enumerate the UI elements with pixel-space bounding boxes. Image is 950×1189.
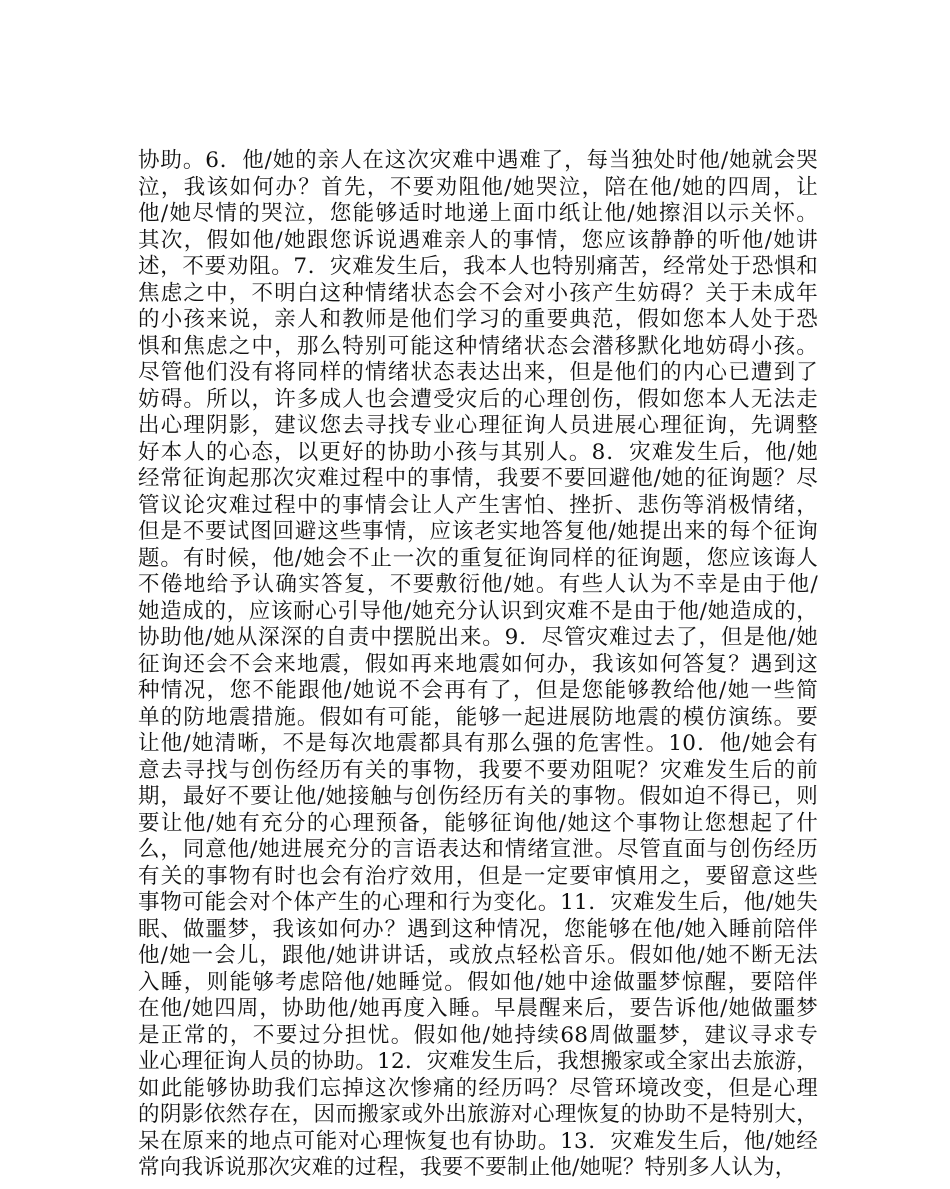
text-line: 呆在原来的地点可能对心理恢复也有协助。13．灾难发生后，他/她经 bbox=[138, 1128, 818, 1154]
text-line: 入睡，则能够考虑陪他/她睡觉。假如他/她中途做噩梦惊醒，要陪伴 bbox=[138, 969, 818, 995]
text-line: 协助他/她从深深的自责中摆脱出来。9．尽管灾难过去了，但是他/她 bbox=[138, 625, 818, 650]
text-line: 是正常的，不要过分担忧。假如他/她持续68周做噩梦，建议寻求专 bbox=[138, 1022, 818, 1048]
text-line: 他/她尽情的哭泣，您能够适时地递上面巾纸让他/她擦泪以示关怀。 bbox=[138, 201, 818, 226]
text-line: 好本人的心态，以更好的协助小孩与其别人。8．灾难发生后，他/她 bbox=[138, 439, 818, 465]
text-line: 他/她一会儿，跟他/她讲讲话，或放点轻松音乐。假如他/她不断无法 bbox=[138, 943, 818, 968]
text-line: 泣，我该如何办？首先，不要劝阻他/她哭泣，陪在他/她的四周，让 bbox=[138, 174, 818, 200]
text-line: 的阴影依然存在，因而搬家或外出旅游对心理恢复的协助不是特别大， bbox=[138, 1102, 818, 1127]
text-line: 征询还会不会来地震，假如再来地震如何办，我该如何答复？遇到这 bbox=[138, 651, 818, 677]
text-line: 述，不要劝阻。7．灾难发生后，我本人也特别痛苦，经常处于恐惧和 bbox=[138, 254, 818, 279]
text-line: 出心理阴影，建议您去寻找专业心理征询人员进展心理征询，先调整 bbox=[138, 413, 818, 438]
text-line: 种情况，您不能跟他/她说不会再有了，但是您能够教给他/她一些简 bbox=[138, 678, 818, 703]
text-line: 经常征询起那次灾难过程中的事情，我要不要回避他/她的征询题？尽 bbox=[138, 466, 818, 491]
text-line: 她造成的，应该耐心引导他/她充分认识到灾难不是由于他/她造成的， bbox=[138, 598, 818, 624]
text-line: 让他/她清晰，不是每次地震都具有那么强的危害性。10．他/她会有 bbox=[138, 731, 818, 756]
text-line: 不倦地给予认确实答复，不要敷衍他/她。有些人认为不幸是由于他/ bbox=[138, 572, 818, 597]
text-line: 有关的事物有时也会有治疗效用，但是一定要审慎用之，要留意这些 bbox=[138, 863, 818, 889]
text-line: 如此能够协助我们忘掉这次惨痛的经历吗？尽管环境改变，但是心理 bbox=[138, 1075, 818, 1101]
text-line: 期，最好不要让他/她接触与创伤经历有关的事物。假如迫不得已，则 bbox=[138, 784, 818, 809]
body-text bbox=[138, 148, 818, 1182]
text-line: 在他/她四周，协助他/她再度入睡。早晨醒来后，要告诉他/她做噩梦 bbox=[138, 996, 818, 1021]
text-line: 的小孩来说，亲人和教师是他们学习的重要典范，假如您本人处于恐 bbox=[138, 307, 818, 332]
text-line: 焦虑之中，不明白这种情绪状态会不会对小孩产生妨碍？关于未成年 bbox=[138, 280, 818, 306]
text-line: 么，同意他/她进展充分的言语表达和情绪宣泄。尽管直面与创伤经历 bbox=[138, 837, 818, 862]
text-line: 意去寻找与创伤经历有关的事物，我要不要劝阻呢？灾难发生后的前 bbox=[138, 757, 818, 783]
text-line: 事物可能会对个体产生的心理和行为变化。11．灾难发生后，他/她失 bbox=[138, 890, 818, 915]
text-line: 尽管他们没有将同样的情绪状态表达出来，但是他们的内心已遭到了 bbox=[138, 360, 818, 385]
text-line: 业心理征询人员的协助。12．灾难发生后，我想搬家或全家出去旅游， bbox=[138, 1049, 818, 1074]
text-line: 常向我诉说那次灾难的过程，我要不要制止他/她呢？特别多人认为， bbox=[138, 1155, 797, 1180]
text-line: 但是不要试图回避这些事情，应该老实地答复他/她提出来的每个征询 bbox=[138, 519, 818, 544]
text-line: 管议论灾难过程中的事情会让人产生害怕、挫折、悲伤等消极情绪， bbox=[138, 492, 818, 518]
text-line: 其次，假如他/她跟您诉说遇难亲人的事情，您应该静静的听他/她讲 bbox=[138, 227, 818, 253]
text-line: 要让他/她有充分的心理预备，能够征询他/她这个事物让您想起了什 bbox=[138, 810, 818, 836]
text-line: 题。有时候，他/她会不止一次的重复征询同样的征询题，您应该诲人 bbox=[138, 545, 818, 571]
text-line: 眠、做噩梦，我该如何办？遇到这种情况，您能够在他/她入睡前陪伴 bbox=[138, 916, 818, 942]
text-line: 单的防地震措施。假如有可能，能够一起进展防地震的模仿演练。要 bbox=[138, 704, 818, 730]
text-line: 惧和焦虑之中，那么特别可能这种情绪状态会潜移默化地妨碍小孩。 bbox=[138, 333, 818, 359]
text-line: 协助。6．他/她的亲人在这次灾难中遇难了，每当独处时他/她就会哭 bbox=[138, 148, 818, 173]
text-line: 妨碍。所以，许多成人也会遭受灾后的心理创伤，假如您本人无法走 bbox=[138, 386, 818, 412]
